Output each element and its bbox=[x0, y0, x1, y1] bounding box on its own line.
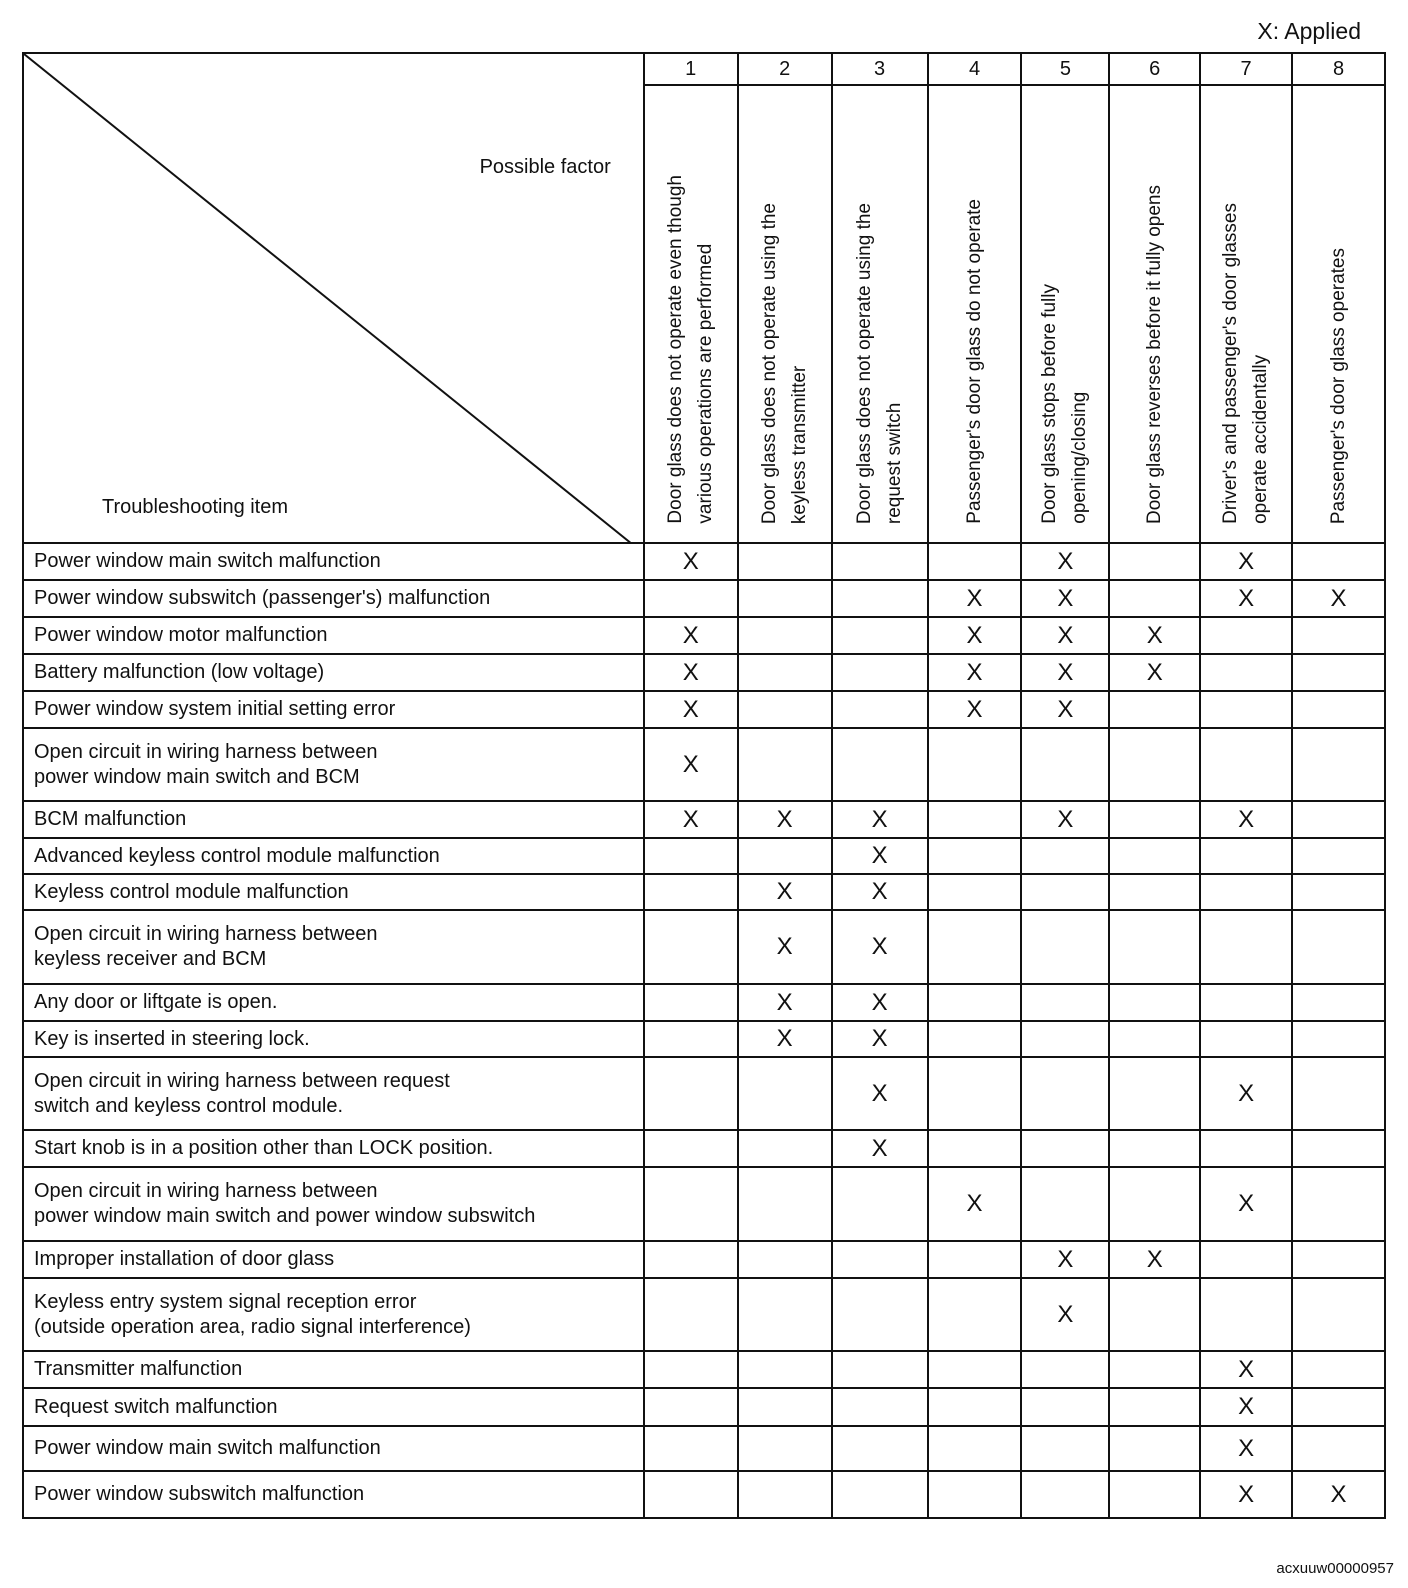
empty-cell bbox=[1200, 1130, 1292, 1167]
column-label: Passenger's door glass operates bbox=[1327, 247, 1349, 524]
empty-cell bbox=[644, 1241, 738, 1278]
empty-cell bbox=[1021, 1057, 1109, 1130]
applied-mark: X bbox=[832, 801, 928, 838]
empty-cell bbox=[1109, 1426, 1200, 1471]
empty-cell bbox=[1200, 1278, 1292, 1351]
empty-cell bbox=[644, 1021, 738, 1057]
troubleshooting-item: Key is inserted in steering lock. bbox=[23, 1021, 644, 1057]
empty-cell bbox=[1021, 874, 1109, 910]
applied-mark: X bbox=[644, 691, 738, 728]
empty-cell bbox=[1292, 874, 1385, 910]
empty-cell bbox=[1292, 1021, 1385, 1057]
empty-cell bbox=[928, 1388, 1022, 1426]
applied-mark: X bbox=[832, 984, 928, 1021]
applied-mark: X bbox=[738, 910, 832, 984]
empty-cell bbox=[1292, 1167, 1385, 1241]
applied-mark: X bbox=[1021, 1241, 1109, 1278]
troubleshooting-item: Power window subswitch (passenger's) malfunction bbox=[23, 580, 644, 617]
empty-cell bbox=[1109, 1057, 1200, 1130]
troubleshooting-item: Keyless entry system signal reception error (outside operation area, radio signal interference) bbox=[23, 1278, 644, 1351]
column-number: 7 bbox=[1200, 53, 1292, 85]
troubleshooting-item: Keyless control module malfunction bbox=[23, 874, 644, 910]
empty-cell bbox=[644, 1167, 738, 1241]
empty-cell bbox=[928, 801, 1022, 838]
applied-mark: X bbox=[832, 874, 928, 910]
empty-cell bbox=[1109, 984, 1200, 1021]
empty-cell bbox=[644, 1426, 738, 1471]
applied-mark: X bbox=[1200, 1426, 1292, 1471]
empty-cell bbox=[928, 1130, 1022, 1167]
troubleshooting-item: Open circuit in wiring harness between power window main switch and power window subswitch bbox=[23, 1167, 644, 1241]
applied-mark: X bbox=[1109, 1241, 1200, 1278]
applied-mark: X bbox=[1021, 1278, 1109, 1351]
table-row bbox=[23, 1278, 1385, 1351]
empty-cell bbox=[832, 1471, 928, 1518]
empty-cell bbox=[738, 654, 832, 691]
empty-cell bbox=[1292, 984, 1385, 1021]
empty-cell bbox=[1021, 1167, 1109, 1241]
applied-mark: X bbox=[928, 691, 1022, 728]
table-row bbox=[23, 1021, 1385, 1057]
empty-cell bbox=[928, 1057, 1022, 1130]
empty-cell bbox=[1109, 728, 1200, 801]
empty-cell bbox=[1292, 838, 1385, 874]
troubleshooting-item: Improper installation of door glass bbox=[23, 1241, 644, 1278]
table-row bbox=[23, 910, 1385, 984]
applied-mark: X bbox=[1109, 617, 1200, 654]
empty-cell bbox=[1292, 910, 1385, 984]
applied-mark: X bbox=[928, 580, 1022, 617]
applied-mark: X bbox=[928, 617, 1022, 654]
empty-cell bbox=[738, 1278, 832, 1351]
column-header bbox=[1292, 85, 1385, 543]
column-number: 4 bbox=[928, 53, 1022, 85]
empty-cell bbox=[832, 1388, 928, 1426]
applied-mark: X bbox=[1021, 580, 1109, 617]
table-body bbox=[23, 543, 1385, 1518]
empty-cell bbox=[1021, 1351, 1109, 1388]
empty-cell bbox=[644, 1388, 738, 1426]
table-row bbox=[23, 1241, 1385, 1278]
empty-cell bbox=[738, 1057, 832, 1130]
empty-cell bbox=[1021, 1388, 1109, 1426]
empty-cell bbox=[644, 1057, 738, 1130]
applied-mark: X bbox=[1200, 1351, 1292, 1388]
applied-mark: X bbox=[1200, 1057, 1292, 1130]
empty-cell bbox=[1292, 1057, 1385, 1130]
empty-cell bbox=[1021, 838, 1109, 874]
empty-cell bbox=[738, 1167, 832, 1241]
empty-cell bbox=[1200, 728, 1292, 801]
empty-cell bbox=[1109, 1351, 1200, 1388]
empty-cell bbox=[738, 1351, 832, 1388]
empty-cell bbox=[738, 1426, 832, 1471]
applied-mark: X bbox=[1200, 543, 1292, 580]
applied-mark: X bbox=[832, 838, 928, 874]
table-row bbox=[23, 838, 1385, 874]
troubleshooting-item: Battery malfunction (low voltage) bbox=[23, 654, 644, 691]
empty-cell bbox=[644, 1130, 738, 1167]
empty-cell bbox=[1109, 1130, 1200, 1167]
applied-mark: X bbox=[1021, 543, 1109, 580]
troubleshooting-item: Open circuit in wiring harness between power window main switch and BCM bbox=[23, 728, 644, 801]
empty-cell bbox=[832, 1278, 928, 1351]
empty-cell bbox=[1200, 910, 1292, 984]
column-label: Door glass stops before fully opening/closing bbox=[1039, 284, 1091, 524]
empty-cell bbox=[1109, 801, 1200, 838]
table-row bbox=[23, 543, 1385, 580]
table-row bbox=[23, 801, 1385, 838]
empty-cell bbox=[644, 1278, 738, 1351]
column-number: 1 bbox=[644, 53, 738, 85]
empty-cell bbox=[1021, 1021, 1109, 1057]
legend: X: Applied bbox=[1257, 18, 1361, 44]
table-row bbox=[23, 1057, 1385, 1130]
table-row bbox=[23, 580, 1385, 617]
applied-mark: X bbox=[1292, 580, 1385, 617]
empty-cell bbox=[1109, 1388, 1200, 1426]
column-label: Door glass does not operate even though various operations are performed bbox=[664, 175, 716, 524]
empty-cell bbox=[928, 910, 1022, 984]
applied-mark: X bbox=[1200, 801, 1292, 838]
applied-mark: X bbox=[1021, 617, 1109, 654]
applied-mark: X bbox=[832, 1057, 928, 1130]
header-corner bbox=[23, 53, 644, 543]
empty-cell bbox=[1200, 654, 1292, 691]
column-label: Driver's and passenger's door glasses operate accidentally bbox=[1220, 203, 1272, 524]
empty-cell bbox=[644, 874, 738, 910]
column-label: Door glass does not operate using the keyless transmitter bbox=[758, 202, 810, 524]
empty-cell bbox=[928, 728, 1022, 801]
empty-cell bbox=[1200, 874, 1292, 910]
applied-mark: X bbox=[928, 654, 1022, 691]
table-row bbox=[23, 691, 1385, 728]
empty-cell bbox=[644, 910, 738, 984]
figure-id: acxuuw00000957 bbox=[1276, 1560, 1394, 1577]
empty-cell bbox=[1200, 838, 1292, 874]
empty-cell bbox=[928, 1471, 1022, 1518]
empty-cell bbox=[1109, 1471, 1200, 1518]
column-number-row bbox=[23, 53, 1385, 85]
applied-mark: X bbox=[832, 1130, 928, 1167]
applied-mark: X bbox=[1200, 1471, 1292, 1518]
applied-mark: X bbox=[644, 617, 738, 654]
empty-cell bbox=[928, 1351, 1022, 1388]
empty-cell bbox=[832, 1167, 928, 1241]
empty-cell bbox=[738, 1241, 832, 1278]
troubleshooting-item: Power window subswitch malfunction bbox=[23, 1471, 644, 1518]
applied-mark: X bbox=[644, 728, 738, 801]
empty-cell bbox=[1292, 654, 1385, 691]
empty-cell bbox=[1200, 617, 1292, 654]
troubleshooting-item: Power window main switch malfunction bbox=[23, 543, 644, 580]
empty-cell bbox=[1292, 1426, 1385, 1471]
applied-mark: X bbox=[738, 874, 832, 910]
empty-cell bbox=[1021, 910, 1109, 984]
applied-mark: X bbox=[1200, 1388, 1292, 1426]
column-header bbox=[738, 85, 832, 543]
troubleshooting-item: Open circuit in wiring harness between keyless receiver and BCM bbox=[23, 910, 644, 984]
table-row bbox=[23, 1426, 1385, 1471]
empty-cell bbox=[1109, 580, 1200, 617]
empty-cell bbox=[832, 617, 928, 654]
column-header bbox=[928, 85, 1022, 543]
empty-cell bbox=[1292, 1278, 1385, 1351]
empty-cell bbox=[738, 1130, 832, 1167]
empty-cell bbox=[738, 838, 832, 874]
applied-mark: X bbox=[1021, 691, 1109, 728]
empty-cell bbox=[738, 580, 832, 617]
applied-mark: X bbox=[1200, 1167, 1292, 1241]
table-row bbox=[23, 617, 1385, 654]
empty-cell bbox=[1292, 543, 1385, 580]
empty-cell bbox=[832, 654, 928, 691]
applied-mark: X bbox=[928, 1167, 1022, 1241]
empty-cell bbox=[1292, 617, 1385, 654]
empty-cell bbox=[1200, 691, 1292, 728]
empty-cell bbox=[738, 728, 832, 801]
empty-cell bbox=[738, 691, 832, 728]
table-row bbox=[23, 1167, 1385, 1241]
empty-cell bbox=[1292, 801, 1385, 838]
empty-cell bbox=[1292, 1388, 1385, 1426]
applied-mark: X bbox=[1200, 580, 1292, 617]
empty-cell bbox=[1109, 838, 1200, 874]
empty-cell bbox=[738, 543, 832, 580]
applied-mark: X bbox=[1021, 801, 1109, 838]
column-number: 2 bbox=[738, 53, 832, 85]
empty-cell bbox=[1292, 1130, 1385, 1167]
troubleshooting-item: Power window motor malfunction bbox=[23, 617, 644, 654]
empty-cell bbox=[1109, 1021, 1200, 1057]
column-number: 5 bbox=[1021, 53, 1109, 85]
applied-mark: X bbox=[644, 543, 738, 580]
empty-cell bbox=[832, 543, 928, 580]
empty-cell bbox=[1292, 1241, 1385, 1278]
empty-cell bbox=[928, 1241, 1022, 1278]
troubleshooting-item-label: Troubleshooting item bbox=[102, 496, 289, 518]
table-row bbox=[23, 1471, 1385, 1518]
empty-cell bbox=[1292, 1351, 1385, 1388]
applied-mark: X bbox=[1292, 1471, 1385, 1518]
empty-cell bbox=[644, 1471, 738, 1518]
table-row bbox=[23, 728, 1385, 801]
empty-cell bbox=[1292, 728, 1385, 801]
empty-cell bbox=[928, 1278, 1022, 1351]
empty-cell bbox=[1109, 874, 1200, 910]
table-row bbox=[23, 984, 1385, 1021]
table-row bbox=[23, 654, 1385, 691]
column-number: 8 bbox=[1292, 53, 1385, 85]
column-header bbox=[1200, 85, 1292, 543]
column-header bbox=[644, 85, 738, 543]
empty-cell bbox=[738, 617, 832, 654]
empty-cell bbox=[1109, 691, 1200, 728]
applied-mark: X bbox=[738, 801, 832, 838]
applied-mark: X bbox=[1109, 654, 1200, 691]
empty-cell bbox=[832, 1351, 928, 1388]
applied-mark: X bbox=[738, 1021, 832, 1057]
empty-cell bbox=[928, 1021, 1022, 1057]
troubleshooting-item: Advanced keyless control module malfunction bbox=[23, 838, 644, 874]
empty-cell bbox=[1109, 1278, 1200, 1351]
empty-cell bbox=[738, 1388, 832, 1426]
empty-cell bbox=[832, 691, 928, 728]
troubleshooting-item: Transmitter malfunction bbox=[23, 1351, 644, 1388]
troubleshooting-item: Any door or liftgate is open. bbox=[23, 984, 644, 1021]
empty-cell bbox=[832, 1241, 928, 1278]
column-number: 3 bbox=[832, 53, 928, 85]
empty-cell bbox=[1292, 691, 1385, 728]
troubleshooting-item: Start knob is in a position other than LOCK position. bbox=[23, 1130, 644, 1167]
column-number: 6 bbox=[1109, 53, 1200, 85]
empty-cell bbox=[1109, 543, 1200, 580]
empty-cell bbox=[1021, 728, 1109, 801]
table-row bbox=[23, 874, 1385, 910]
table-row bbox=[23, 1351, 1385, 1388]
column-header bbox=[832, 85, 928, 543]
empty-cell bbox=[832, 580, 928, 617]
empty-cell bbox=[644, 1351, 738, 1388]
empty-cell bbox=[832, 1426, 928, 1471]
empty-cell bbox=[1021, 1426, 1109, 1471]
troubleshooting-item: Open circuit in wiring harness between request switch and keyless control module. bbox=[23, 1057, 644, 1130]
applied-mark: X bbox=[738, 984, 832, 1021]
troubleshooting-item: BCM malfunction bbox=[23, 801, 644, 838]
column-header bbox=[1109, 85, 1200, 543]
empty-cell bbox=[738, 1471, 832, 1518]
empty-cell bbox=[832, 728, 928, 801]
empty-cell bbox=[1200, 1241, 1292, 1278]
empty-cell bbox=[928, 838, 1022, 874]
empty-cell bbox=[1109, 1167, 1200, 1241]
empty-cell bbox=[1021, 984, 1109, 1021]
empty-cell bbox=[644, 984, 738, 1021]
empty-cell bbox=[644, 838, 738, 874]
column-header bbox=[1021, 85, 1109, 543]
empty-cell bbox=[1021, 1471, 1109, 1518]
troubleshooting-item: Request switch malfunction bbox=[23, 1388, 644, 1426]
empty-cell bbox=[1109, 910, 1200, 984]
applied-mark: X bbox=[832, 910, 928, 984]
column-label: Passenger's door glass do not operate bbox=[963, 199, 985, 524]
possible-factor-label: Possible factor bbox=[479, 156, 611, 178]
empty-cell bbox=[928, 543, 1022, 580]
troubleshooting-item: Power window system initial setting error bbox=[23, 691, 644, 728]
applied-mark: X bbox=[644, 801, 738, 838]
empty-cell bbox=[928, 984, 1022, 1021]
troubleshooting-item: Power window main switch malfunction bbox=[23, 1426, 644, 1471]
empty-cell bbox=[928, 874, 1022, 910]
applied-mark: X bbox=[832, 1021, 928, 1057]
column-label: Door glass does not operate using the request switch bbox=[853, 202, 905, 524]
column-label: Door glass reverses before it fully opens bbox=[1143, 185, 1165, 524]
table-row bbox=[23, 1388, 1385, 1426]
empty-cell bbox=[1021, 1130, 1109, 1167]
empty-cell bbox=[1200, 984, 1292, 1021]
applied-mark: X bbox=[644, 654, 738, 691]
corner-diagonal bbox=[24, 54, 632, 544]
empty-cell bbox=[928, 1426, 1022, 1471]
empty-cell bbox=[644, 580, 738, 617]
applied-mark: X bbox=[1021, 654, 1109, 691]
troubleshooting-table bbox=[22, 52, 1386, 1519]
empty-cell bbox=[1200, 1021, 1292, 1057]
table-row bbox=[23, 1130, 1385, 1167]
